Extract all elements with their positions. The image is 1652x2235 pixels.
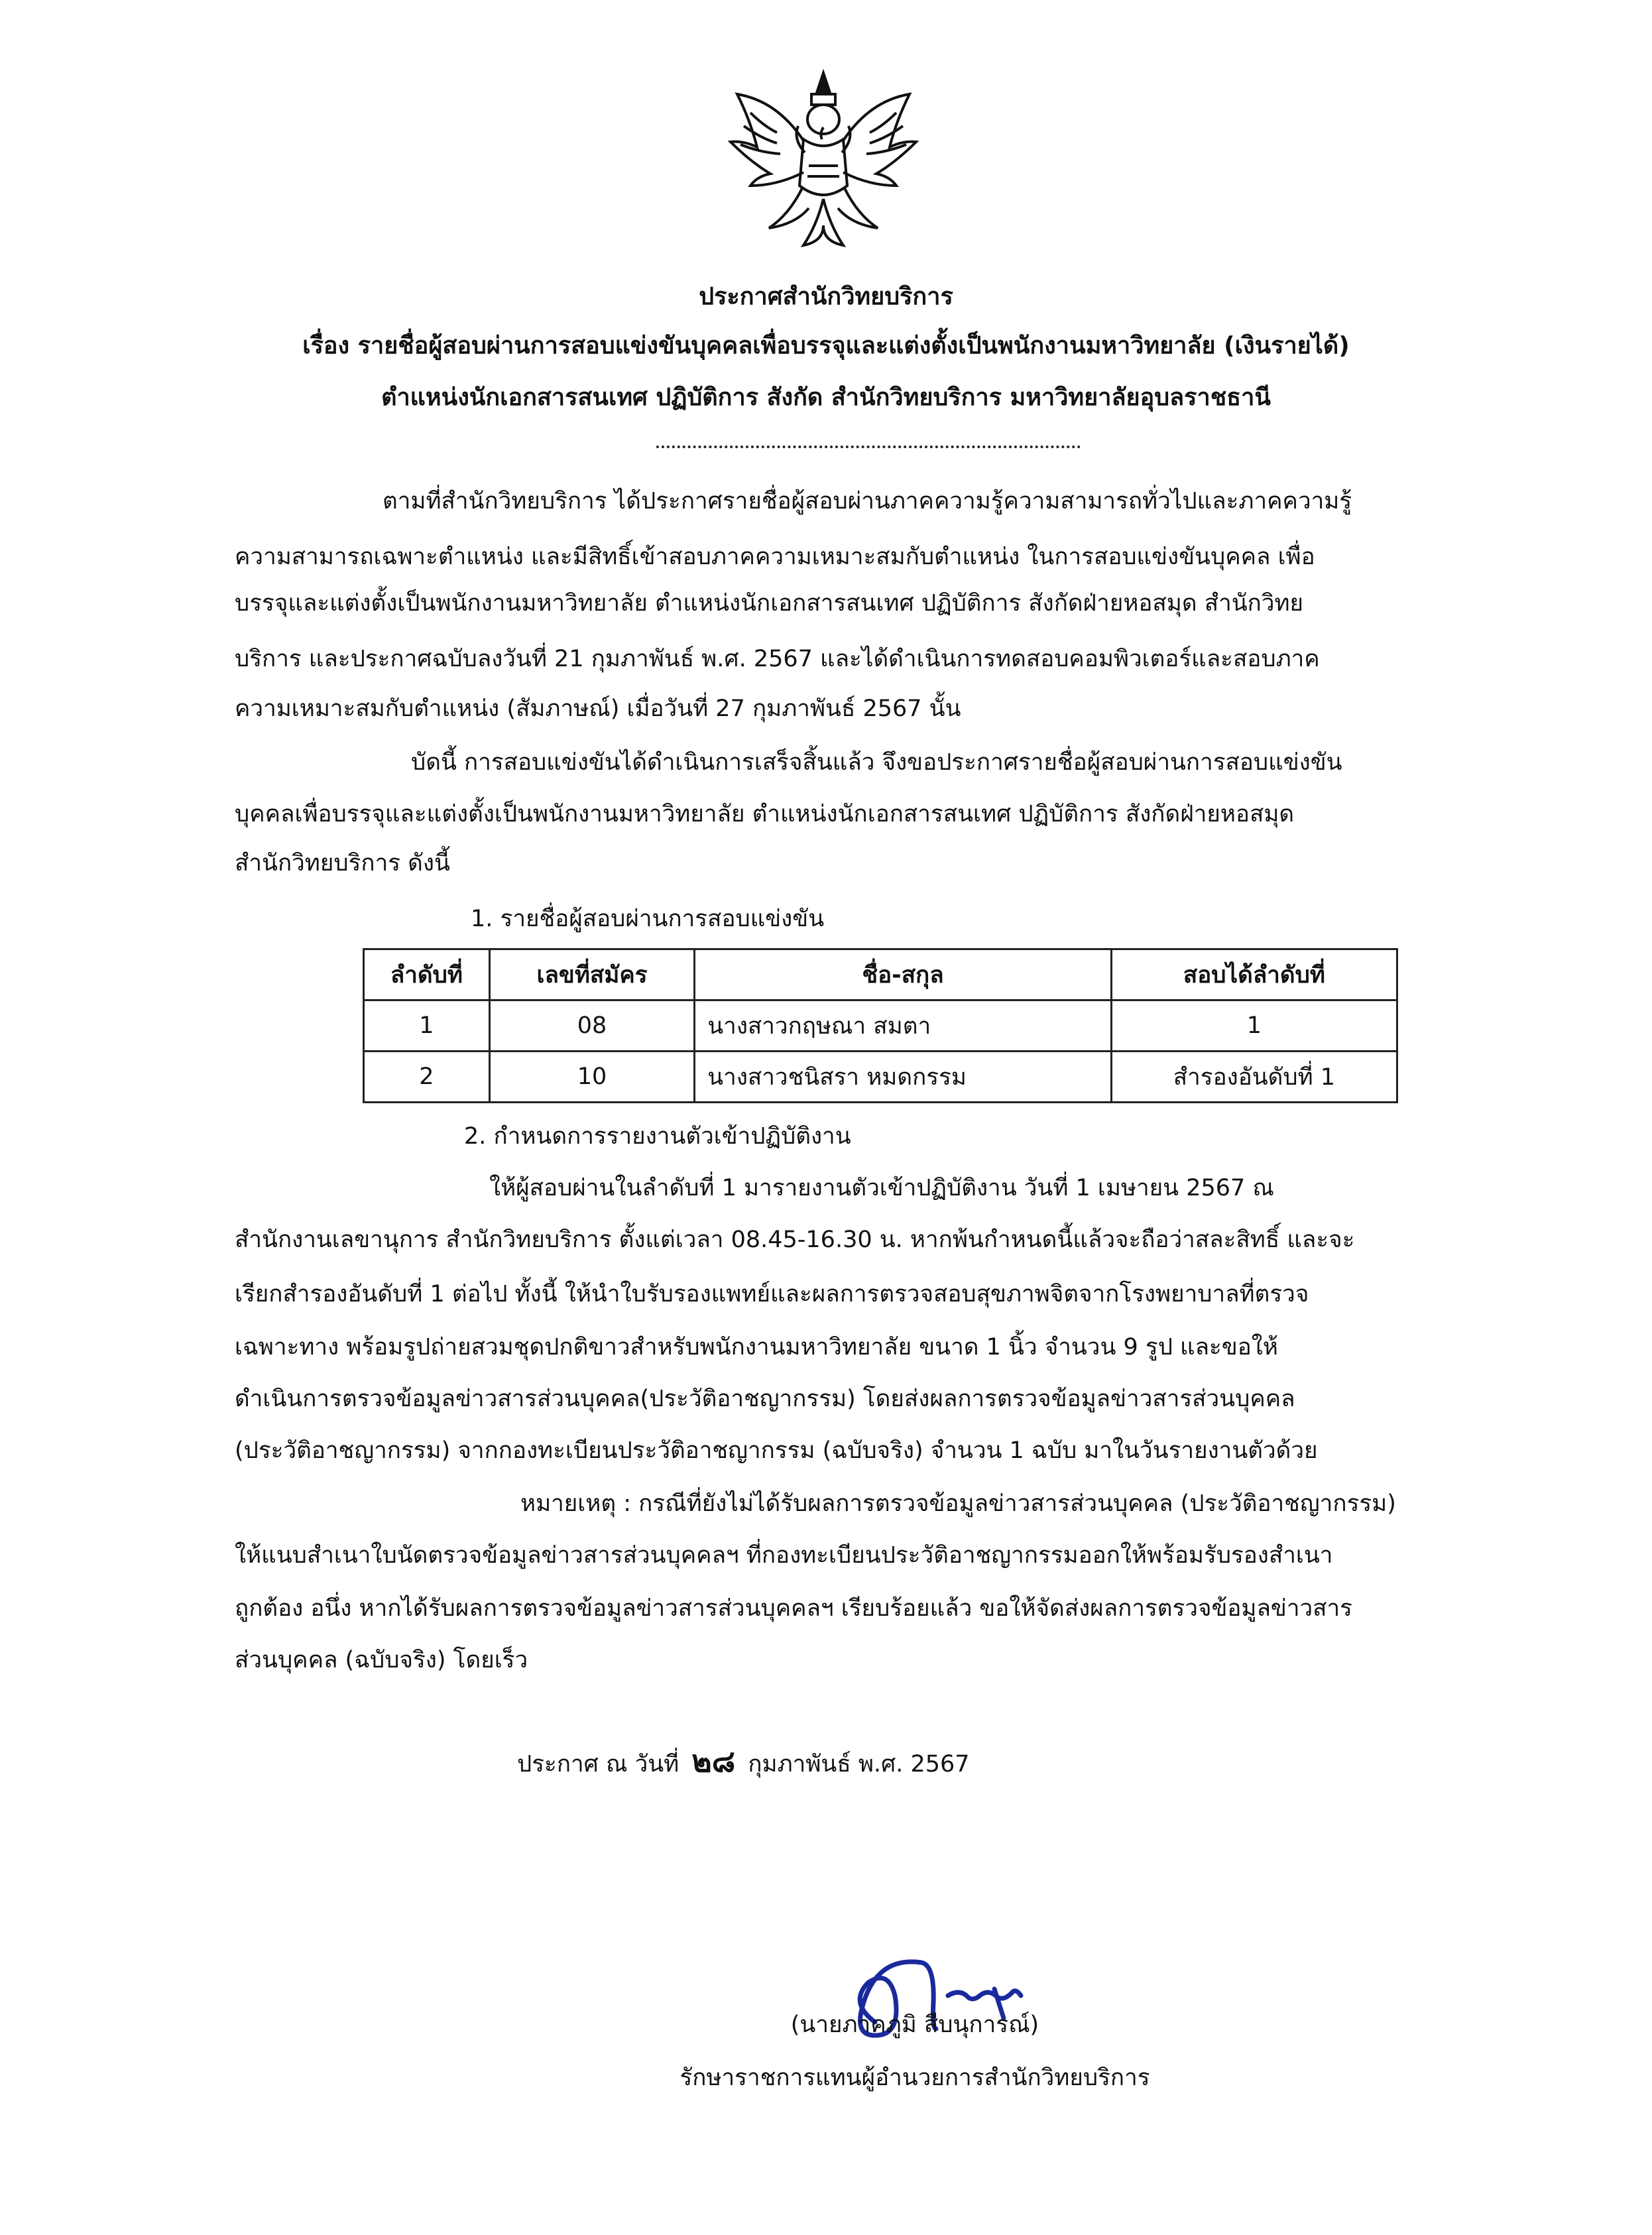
note-line: ถูกต้อง อนึ่ง หากได้รับผลการตรวจข้อมูลข่าวสารส่วนบุคคลฯ เรียบร้อยแล้ว ขอให้จัดส่งผลการตรวจข้อมูลข่าวสาร — [235, 1595, 1352, 1622]
cell-rank: สำรองอันดับที่ 1 — [1111, 1052, 1397, 1103]
paragraph-line: เรียกสำรองอันดับที่ 1 ต่อไป ทั้งนี้ ให้นำใบรับรองแพทย์และผลการตรวจสอบสุขภาพจิตจากโรงพยาบาลที่ตรวจ — [235, 1281, 1309, 1307]
paragraph-line: ให้ผู้สอบผ่านในลำดับที่ 1 มารายงานตัวเข้าปฏิบัติงาน วันที่ 1 เมษายน 2567 ณ — [489, 1175, 1274, 1201]
paragraph-line: ความสามารถเฉพาะตำแหน่ง และมีสิทธิ์เข้าสอบภาคความเหมาะสมกับตำแหน่ง ในการสอบแข่งขันบุคคล เพื่อ — [235, 544, 1315, 570]
cell-full-name: นางสาวชนิสรา หมดกรรม — [695, 1052, 1112, 1103]
paragraph-line: บัดนี้ การสอบแข่งขันได้ดำเนินการเสร็จสิ้นแล้ว จึงขอประกาศรายชื่อผู้สอบผ่านการสอบแข่งขัน — [411, 749, 1342, 776]
table-row — [364, 1000, 1397, 1052]
paragraph-line: (ประวัติอาชญากรรม) จากกองทะเบียนประวัติอาชญากรรม (ฉบับจริง) จำนวน 1 ฉบับ มาในวันรายงานตัวด้วย — [235, 1437, 1318, 1464]
signatory-name: (นายภาคภูมิ สืบนุการณ์) — [790, 2012, 1039, 2038]
table-row — [364, 1052, 1397, 1103]
announcement-title: ประกาศสำนักวิทยบริการ — [699, 283, 953, 310]
paragraph-line: ดำเนินการตรวจข้อมูลข่าวสารส่วนบุคคล(ประวัติอาชญากรรม) โดยส่งผลการตรวจข้อมูลข่าวสารส่วนบุคคล — [235, 1386, 1295, 1412]
announcement-date — [517, 1745, 970, 1780]
date-day-handwritten: ๒๘ — [691, 1743, 736, 1779]
section-2-title: 2. กำหนดการรายงานตัวเข้าปฏิบัติงาน — [464, 1123, 851, 1150]
column-header-order: ลำดับที่ — [364, 949, 490, 1000]
column-header-rank: สอบได้ลำดับที่ — [1111, 949, 1397, 1000]
dotted-divider — [656, 443, 1081, 448]
note-line: ส่วนบุคคล (ฉบับจริง) โดยเร็ว — [235, 1647, 528, 1673]
column-header-application-no: เลขที่สมัคร — [489, 949, 694, 1000]
paragraph-line: บุคคลเพื่อบรรจุและแต่งตั้งเป็นพนักงานมหาวิทยาลัย ตำแหน่งนักเอกสารสนเทศ ปฏิบัติการ สังกัดฝ่ายหอสมุด — [235, 801, 1295, 827]
column-header-full-name: ชื่อ-สกุล — [695, 949, 1112, 1000]
results-table — [363, 948, 1398, 1103]
table-header-row — [364, 949, 1397, 1000]
paragraph-line: ความเหมาะสมกับตำแหน่ง (สัมภาษณ์) เมื่อวันที่ 27 กุมภาพันธ์ 2567 นั้น — [235, 695, 961, 722]
paragraph-line: เฉพาะทาง พร้อมรูปถ่ายสวมชุดปกติขาวสำหรับพนักงานมหาวิทยาลัย ขนาด 1 นิ้ว จำนวน 9 รูป และขอให้ — [235, 1334, 1278, 1360]
date-suffix: กุมภาพันธ์ พ.ศ. 2567 — [748, 1751, 970, 1778]
signatory-title: รักษาราชการแทนผู้อำนวยการสำนักวิทยบริการ — [679, 2065, 1150, 2091]
cell-application-no: 08 — [489, 1000, 694, 1052]
signature — [822, 1923, 1087, 2062]
cell-order: 2 — [364, 1052, 490, 1103]
cell-order: 1 — [364, 1000, 490, 1052]
cell-rank: 1 — [1111, 1000, 1397, 1052]
paragraph-line: บรรจุและแต่งตั้งเป็นพนักงานมหาวิทยาลัย ตำแหน่งนักเอกสารสนเทศ ปฏิบัติการ สังกัดฝ่ายหอสมุด สำนักวิทย — [235, 590, 1304, 617]
section-1-title: 1. รายชื่อผู้สอบผ่านการสอบแข่งขัน — [471, 906, 825, 932]
paragraph-line: ตามที่สำนักวิทยบริการ ได้ประกาศรายชื่อผู้สอบผ่านภาคความรู้ความสามารถทั่วไปและภาคความรู้ — [383, 488, 1352, 514]
note-line: ให้แนบสำเนาใบนัดตรวจข้อมูลข่าวสารส่วนบุคคลฯ ที่กองทะเบียนประวัติอาชญากรรมออกให้พร้อมรับรองสำเนา — [235, 1542, 1333, 1569]
garuda-emblem — [724, 66, 923, 259]
date-prefix: ประกาศ ณ วันที่ — [517, 1751, 679, 1778]
announcement-subject: เรื่อง รายชื่อผู้สอบผ่านการสอบแข่งขันบุคคลเพื่อบรรจุและแต่งตั้งเป็นพนักงานมหาวิทยาลัย (เงินรายได้) — [302, 332, 1350, 359]
paragraph-line: สำนักงานเลขานุการ สำนักวิทยบริการ ตั้งแต่เวลา 08.45-16.30 น. หากพ้นกำหนดนี้แล้วจะถือว่าสละสิทธิ์ และจะ — [235, 1227, 1355, 1253]
paragraph-line: บริการ และประกาศฉบับลงวันที่ 21 กุมภาพันธ์ พ.ศ. 2567 และได้ดำเนินการทดสอบคอมพิวเตอร์และสอบภาค — [235, 646, 1320, 672]
cell-application-no: 10 — [489, 1052, 694, 1103]
note-line: หมายเหตุ : กรณีที่ยังไม่ได้รับผลการตรวจข้อมูลข่าวสารส่วนบุคคล (ประวัติอาชญากรรม) — [520, 1490, 1396, 1517]
announcement-position: ตำแหน่งนักเอกสารสนเทศ ปฏิบัติการ สังกัด สำนักวิทยบริการ มหาวิทยาลัยอุบลราชธานี — [381, 384, 1271, 411]
paragraph-line: สำนักวิทยบริการ ดังนี้ — [235, 850, 450, 876]
cell-full-name: นางสาวกฤษณา สมตา — [695, 1000, 1112, 1052]
